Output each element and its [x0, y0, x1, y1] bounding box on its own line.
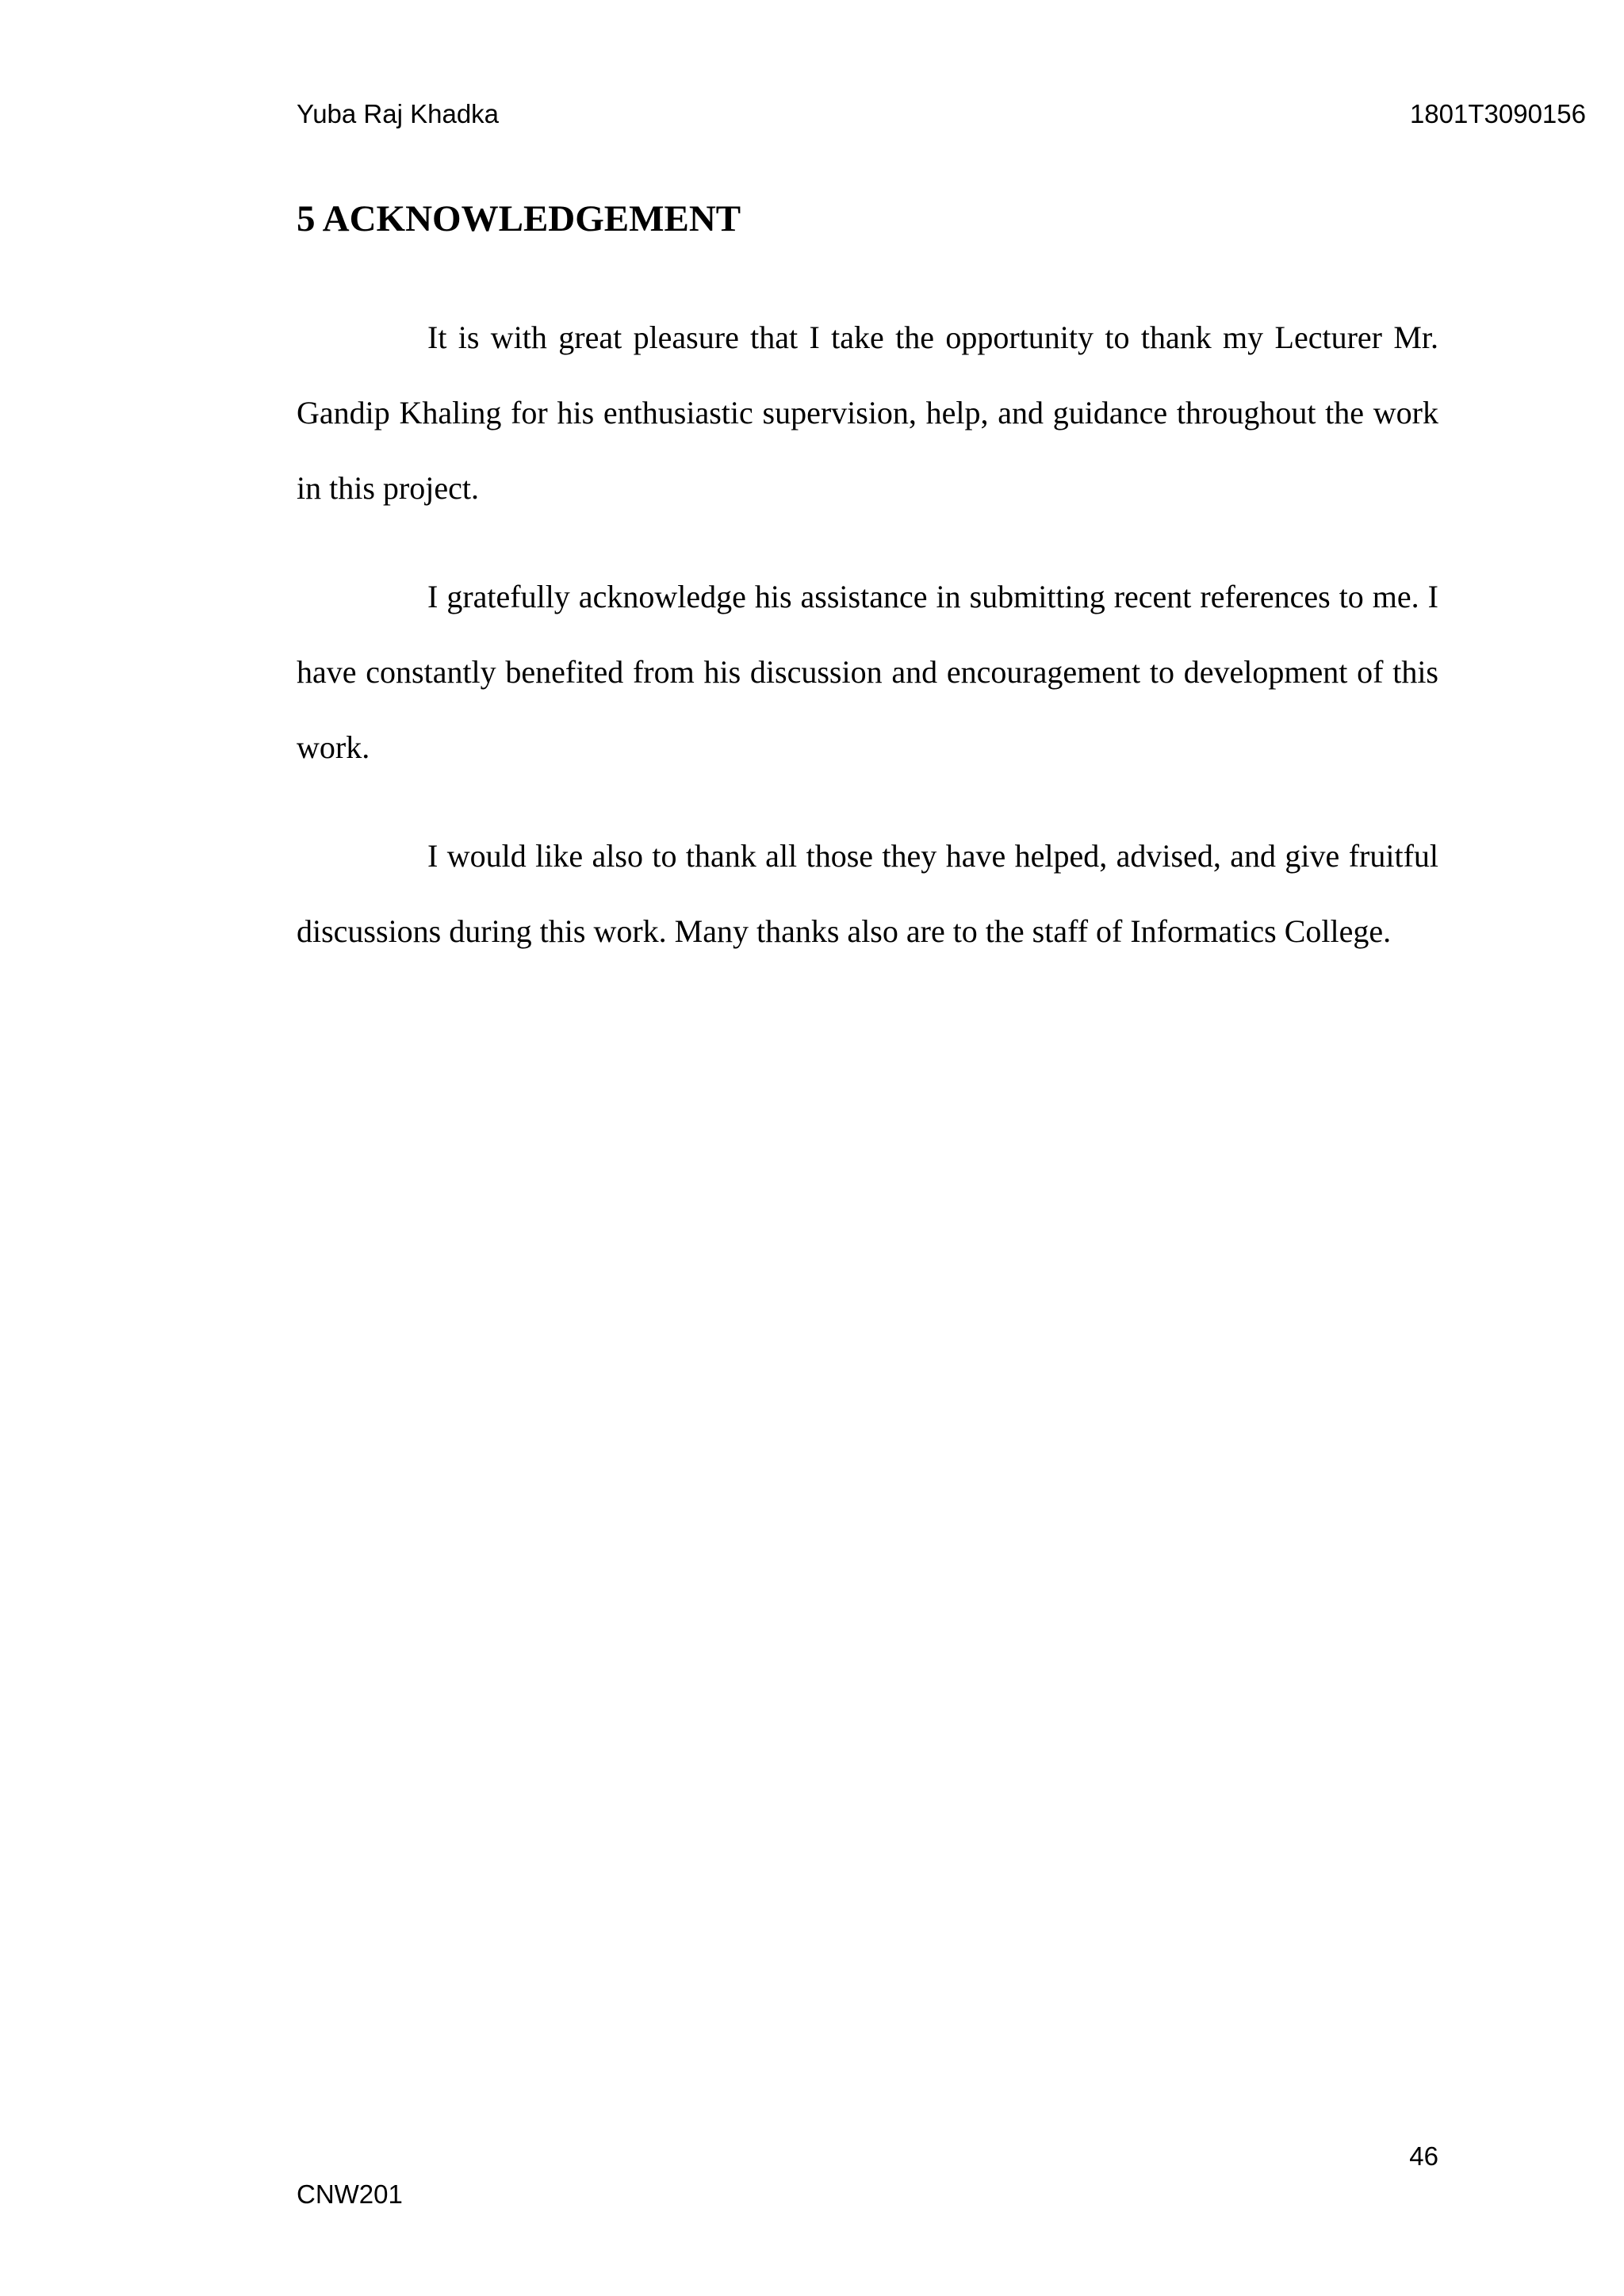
- paragraph: I gratefully acknowledge his assistance in submitting recent references to me. I have constantly benefited from his discussion and encouragement to development of this work.: [297, 579, 1438, 765]
- section-heading: 5 ACKNOWLEDGEMENT: [297, 198, 741, 239]
- paragraph: I would like also to thank all those they have helped, advised, and give fruitful discussions during this work. Many thanks also are to the staff of Informatics College.: [297, 838, 1438, 949]
- page-number: 46: [1409, 2141, 1438, 2171]
- header-student-id: 1801T3090156: [1409, 99, 1586, 128]
- footer-course-code: CNW201: [297, 2179, 403, 2209]
- paragraph: It is with great pleasure that I take the opportunity to thank my Lecturer Mr. Gandip Khaling for his enthusiastic supervision, help, and guidance throughout the work in this project.: [297, 320, 1438, 506]
- header-author: Yuba Raj Khadka: [297, 99, 500, 128]
- section-body: [297, 300, 1438, 1002]
